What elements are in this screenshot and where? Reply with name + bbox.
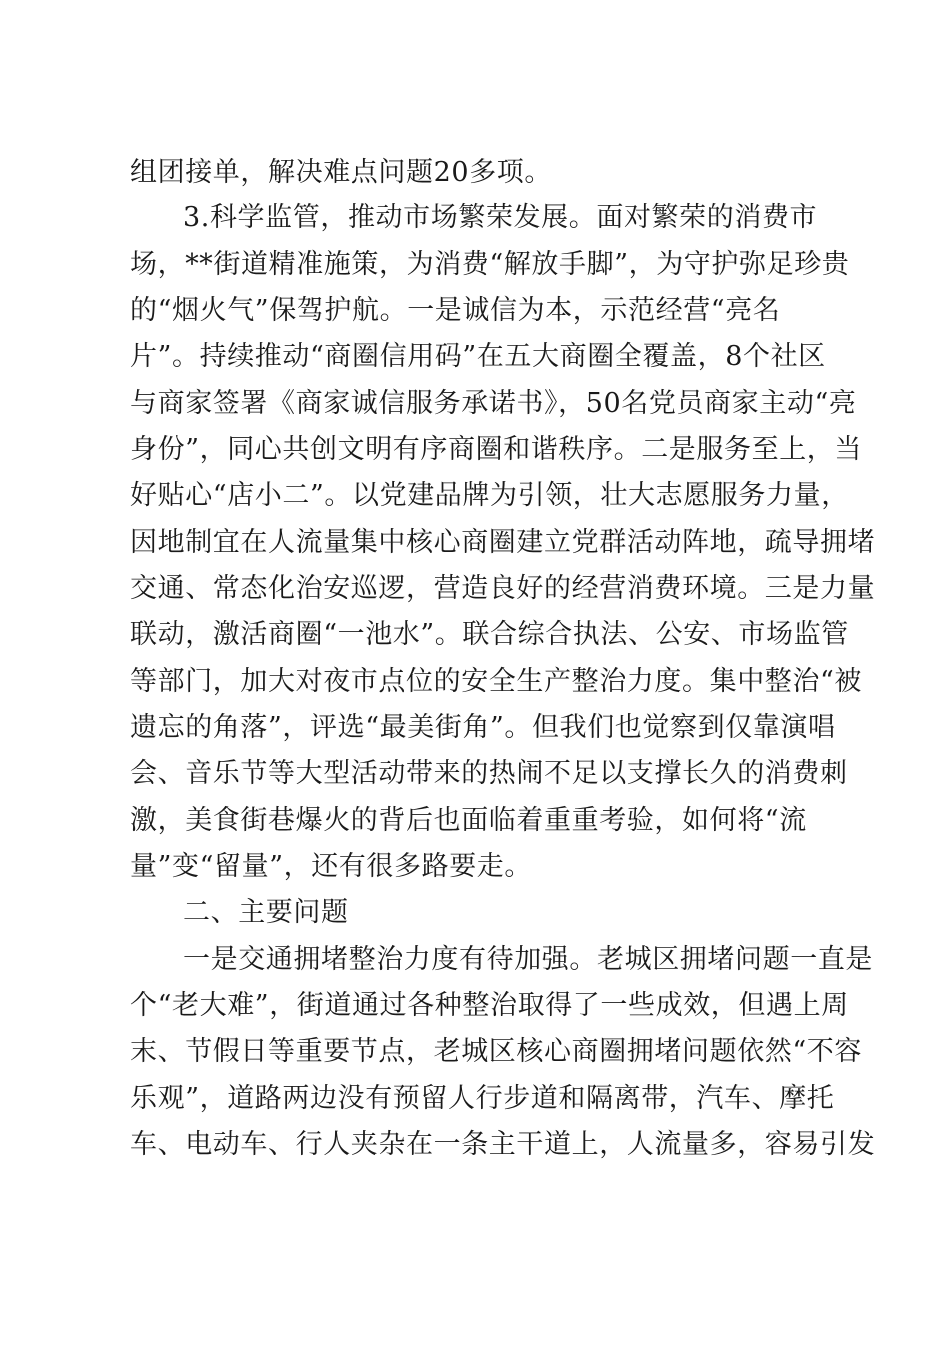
text-line-10: 交通、常态化治安巡逻，营造良好的经营消费环境。三是力量 xyxy=(130,573,876,604)
text-line-1: 组团接单，解决难点问题20多项。 xyxy=(130,157,552,188)
text-line-14: 会、音乐节等大型活动带来的热闹不足以支撑长久的消费刺 xyxy=(130,758,848,789)
text-line-7: 身份”，同心共创文明有序商圈和谐秩序。二是服务至上，当 xyxy=(130,434,863,465)
text-line-18: 一是交通拥堵整治力度有待加强。老城区拥堵问题一直是 xyxy=(183,944,873,975)
text-line-19: 个“老大难”，街道通过各种整治取得了一些成效，但遇上周 xyxy=(130,990,849,1021)
text-line-16: 量”变“留量”，还有很多路要走。 xyxy=(130,851,533,882)
text-line-2: 3.科学监管，推动市场繁荣发展。面对繁荣的消费市 xyxy=(183,202,818,233)
text-line-8: 好贴心“店小二”。以党建品牌为引领，壮大志愿服务力量， xyxy=(130,480,849,511)
text-line-20: 末、节假日等重要节点，老城区核心商圈拥堵问题依然“不容 xyxy=(130,1036,863,1067)
text-line-15: 激，美食街巷爆火的背后也面临着重重考验，如何将“流 xyxy=(130,805,807,836)
text-line-22: 车、电动车、行人夹杂在一条主干道上，人流量多，容易引发 xyxy=(130,1129,876,1160)
text-line-11: 联动，激活商圈“一池水”。联合综合执法、公安、市场监管 xyxy=(130,619,849,650)
text-line-12: 等部门，加大对夜市点位的安全生产整治力度。集中整治“被 xyxy=(130,666,863,697)
text-line-6: 与商家签署《商家诚信服务承诺书》，50名党员商家主动“亮 xyxy=(130,388,857,419)
text-line-3: 场，**街道精准施策，为消费“解放手脚”，为守护弥足珍贵 xyxy=(130,249,850,280)
text-line-13: 遗忘的角落”，评选“最美街角”。但我们也觉察到仅靠演唱 xyxy=(130,712,836,743)
text-line-5: 片”。持续推动“商圈信用码”在五大商圈全覆盖，8个社区 xyxy=(130,341,826,372)
text-line-21: 乐观”，道路两边没有预留人行步道和隔离带，汽车、摩托 xyxy=(130,1083,835,1114)
text-line-9: 因地制宜在人流量集中核心商圈建立党群活动阵地，疏导拥堵 xyxy=(130,527,876,558)
section-heading: 二、主要问题 xyxy=(183,897,349,928)
text-line-4: 的“烟火气”保驾护航。一是诚信为本，示范经营“亮名 xyxy=(130,295,781,326)
